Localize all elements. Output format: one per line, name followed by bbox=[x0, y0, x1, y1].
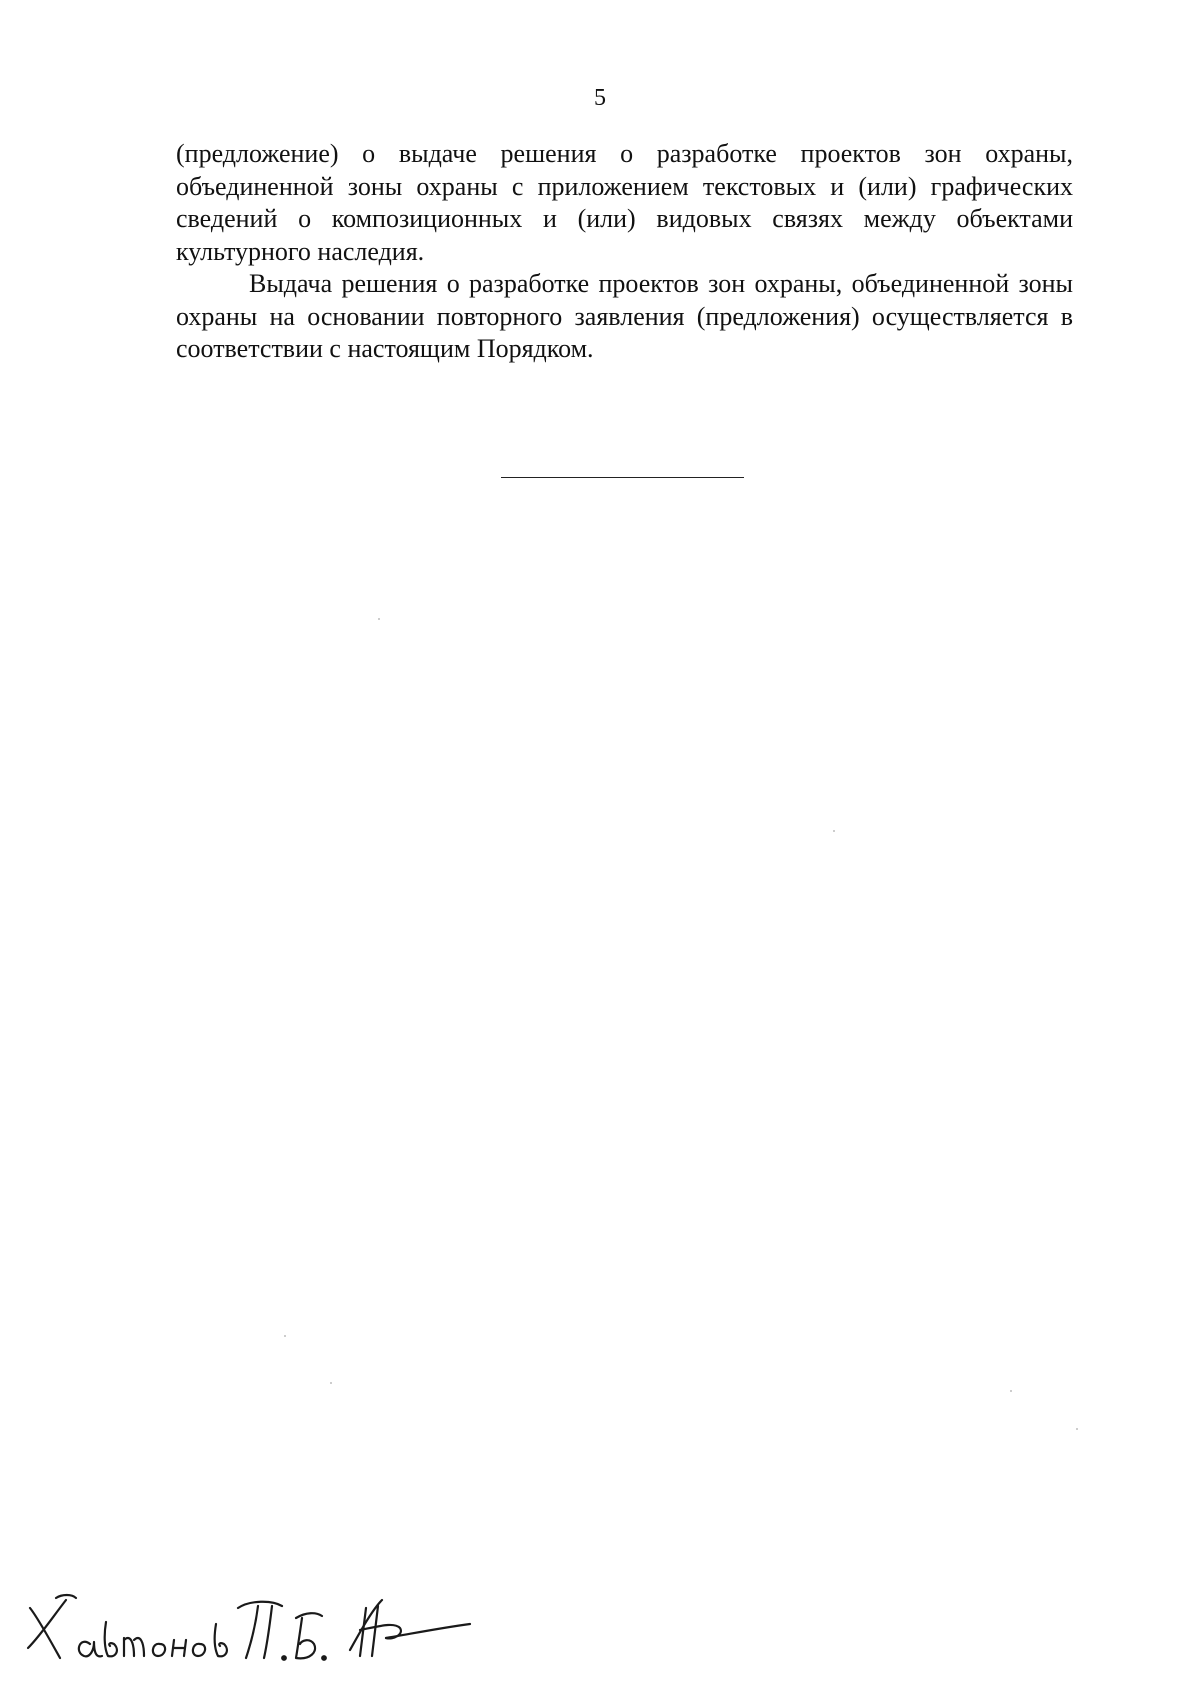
end-of-text-rule bbox=[501, 477, 744, 478]
document-body bbox=[176, 138, 1073, 366]
page-number: 5 bbox=[594, 85, 606, 111]
scan-speck bbox=[284, 1335, 286, 1337]
scan-speck bbox=[330, 1382, 332, 1384]
paragraph-continuation: (предложение) о выдаче решения о разработке проектов зон охраны, объединенной зоны охраны с приложением текстовых и (или) графических сведений о композиционных и (или) видовых связях между объектами культурного наследия. bbox=[176, 139, 1073, 266]
handwritten-signature bbox=[20, 1578, 480, 1678]
scan-speck bbox=[1076, 1428, 1078, 1430]
scan-speck bbox=[378, 618, 380, 620]
scan-speck bbox=[833, 830, 835, 832]
paragraph-reapplication: Выдача решения о разработке проектов зон охраны, объединенной зоны охраны на основании повторного заявления (предложения) осуществляется в соответствии с настоящим Порядком. bbox=[176, 269, 1073, 363]
scan-speck bbox=[1010, 1390, 1012, 1392]
